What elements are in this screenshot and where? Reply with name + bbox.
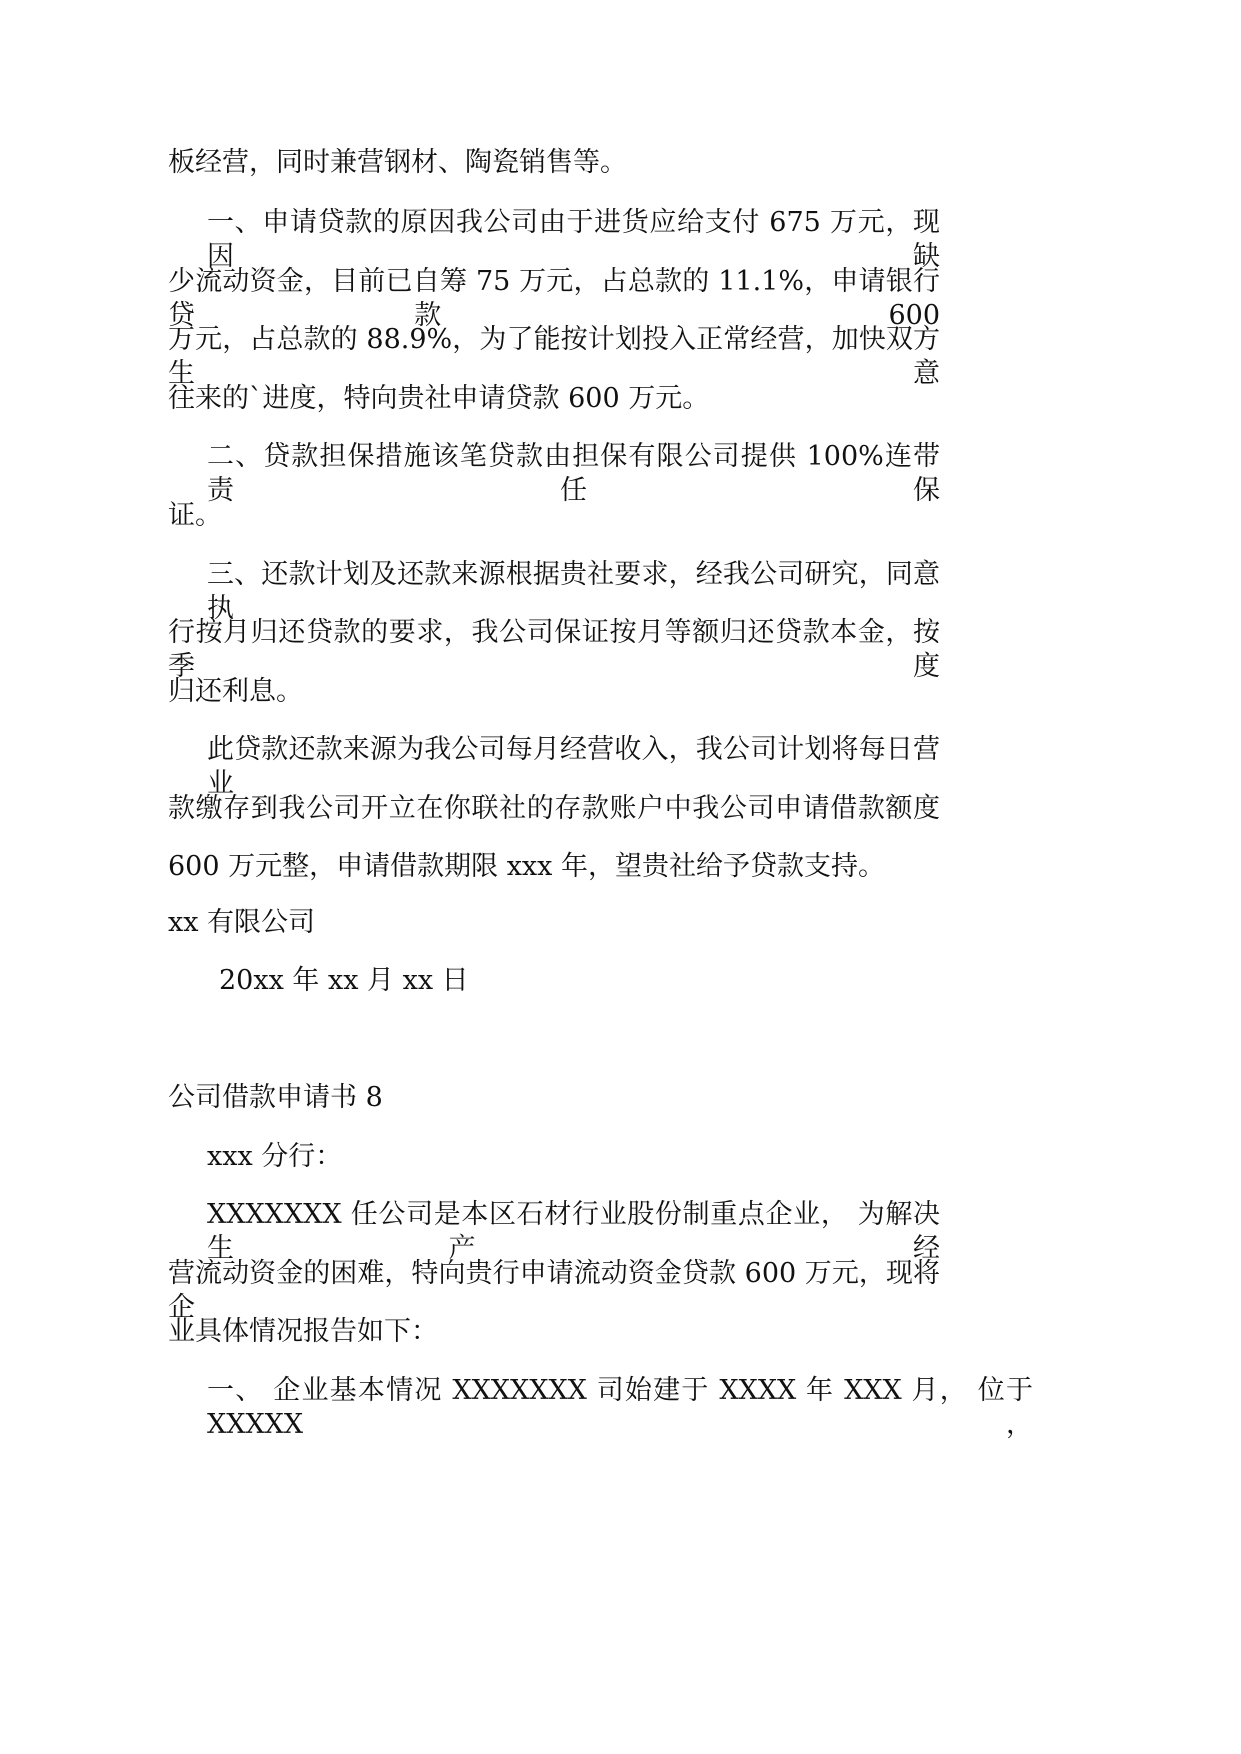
- text-line: 业具体情况报告如下：: [168, 1316, 438, 1347]
- text-line: 600 万元整，申请借款期限 xxx 年，望贵社给予贷款支持。: [168, 851, 885, 882]
- text-line: 款缴存到我公司开立在你联社的存款账户中我公司申请借款额度: [168, 793, 940, 824]
- company-signature: xx 有限公司: [168, 907, 316, 938]
- text-line: 归还利息。: [168, 676, 303, 707]
- section-title: 公司借款申请书 8: [168, 1082, 383, 1113]
- paragraph-line: 三、还款计划及还款来源根据贵社要求，经我公司研究，同意执: [207, 559, 940, 624]
- text-line: 万元，占总款的 88.9%，为了能按计划投入正常经营，加快双方生意: [168, 324, 940, 389]
- paragraph-line: 一、 企业基本情况 XXXXXXX 司始建于 XXXX 年 XXX 月， 位于 XXXXX，: [207, 1375, 1033, 1440]
- text-line: 往来的`进度，特向贵社申请贷款 600 万元。: [168, 383, 710, 414]
- text-line: 证。: [168, 500, 222, 531]
- signature-date: 20xx 年 xx 月 xx 日: [219, 965, 469, 996]
- text-line: 少流动资金，目前已自筹 75 万元，占总款的 11.1%，申请银行贷款 600: [168, 266, 940, 331]
- text-line: 行按月归还贷款的要求，我公司保证按月等额归还贷款本金，按季度: [168, 617, 940, 682]
- paragraph-line: 一、申请贷款的原因我公司由于进货应给支付 675 万元，现因缺: [207, 207, 940, 272]
- salutation: xxx 分行：: [207, 1141, 343, 1172]
- paragraph-line: 二、贷款担保措施该笔贷款由担保有限公司提供 100%连带责任保: [207, 441, 940, 506]
- text-line: 营流动资金的困难，特向贵行申请流动资金贷款 600 万元，现将企: [168, 1258, 940, 1323]
- paragraph-line: XXXXXXX 任公司是本区石材行业股份制重点企业， 为解决生产 经: [207, 1199, 940, 1264]
- text-line: 板经营，同时兼营钢材、陶瓷销售等。: [168, 147, 627, 178]
- paragraph-line: 此贷款还款来源为我公司每月经营收入，我公司计划将每日营业: [207, 734, 940, 799]
